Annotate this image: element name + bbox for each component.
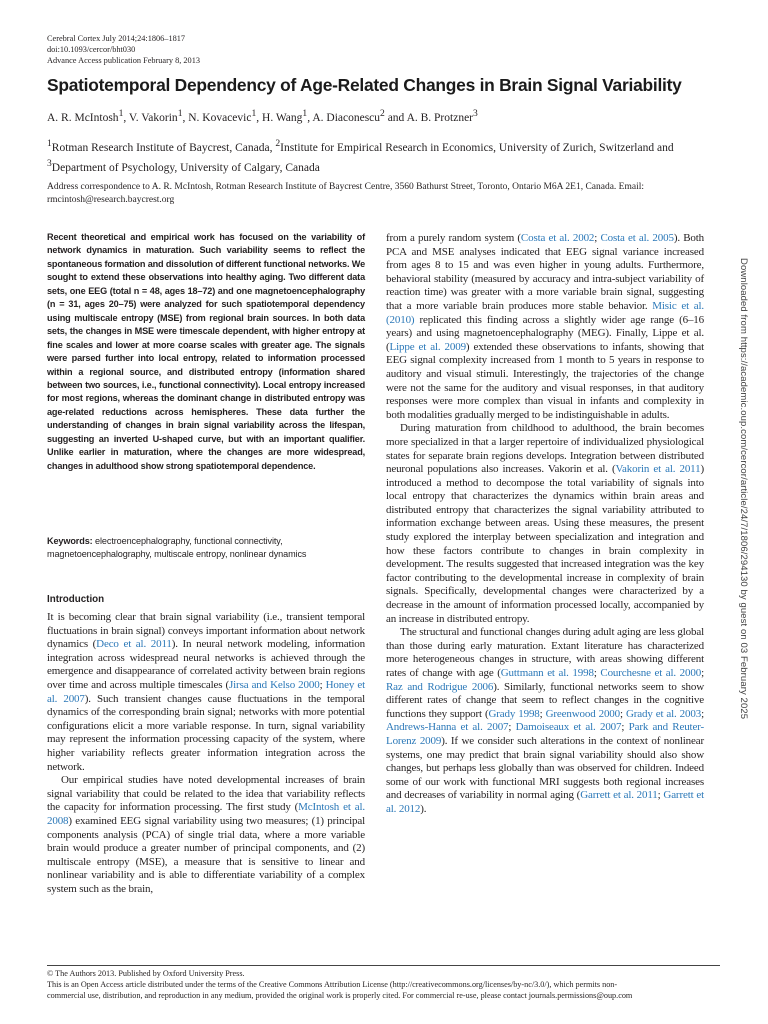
affil-1-text: Rotman Research Institute of Baycrest, Canada, (51, 141, 276, 154)
author-affiliation-number: 1 (177, 108, 183, 119)
citation-link[interactable]: Honey et al. 2007 (47, 678, 365, 705)
advance-access-date: Advance Access publication February 8, 2013 (47, 56, 200, 65)
citation-link[interactable]: Grady 1998 (488, 707, 540, 720)
citation-link[interactable]: Raz and Rodrigue 2006 (386, 680, 494, 693)
citation-link[interactable]: Park and Reuter-Lorenz 2009 (386, 721, 704, 747)
right-paragraph-3: The structural and functional changes during adult aging are less global than those during early maturation. Extant literature has characterized more heterogeneous changes in structure, with areas showing different rates of change with age (Guttmann et al. 1998; Courchesne et al. 2000; Raz and Rodrigue 2006). Similarly, functional networks seem to show different rates of change that seem to reflect changes in the cognitive functions they support (Grady 1998; Greenwood 2000; Grady et al. 2003; Andrews-Hanna et al. 2007; Damoiseaux et al. 2007; Park and Reuter-Lorenz 2009). If we consider such alterations in the context of nonlinear systems, one may predict that brain signal variability should also show changes, but perhaps less globally than was observed for children. Indeed some of our work with functional MRI suggests both regional increases and decreases of variability in normal aging (Garrett et al. 2011; Garrett et al. 2012). (386, 626, 704, 815)
affil-2-number: 2 (275, 138, 281, 149)
correspondence-address: Address correspondence to A. R. McIntosh, Rotman Research Institute of Baycrest Centre, 3560 Bathurst Street, Toronto, Ontario M6A 2E1, Canada. Email: rmcintosh@research.baycrest.org (47, 182, 645, 205)
author-name: A. B. Protzner (406, 111, 473, 124)
author-name: A. Diaconescu (312, 111, 381, 124)
citation-link[interactable]: Andrews-Hanna et al. 2007 (386, 721, 509, 734)
citation-link[interactable]: Courchesne et al. 2000 (600, 667, 702, 679)
citation-link[interactable]: Lippe et al. 2009 (389, 340, 466, 353)
right-paragraph-2: During maturation from childhood to adulthood, the brain becomes more specialized in that a larger repertoire of individualized physiological states for separate brain regions develops. Integration between distributed neuronal populations also increases. Vakorin et al. (Vakorin et al. 2011) introduced a method to decompose the total variability of signals into local entropy that characterizes the dynamics within brain areas and distributed entropy that characterizes the signal variability attributed to information exchange between areas. Using these measures, the present study explored the interplay between specialization and integration and how these factors contribute to changes in brain complexity in development. The results suggested that increased integration was the key factor contributing to the developmental increase in complexity of brain signals. Specifically, developmental changes were characterized by a decrease in the amount of information processed locally, accompanied by an increase in distributed entropy. (386, 422, 704, 625)
author-name: H. Wang (262, 111, 303, 124)
license-footer (47, 968, 737, 1001)
author-list: A. R. McIntosh$^1$, V. Vakorin$^1$, N. Kovacevic$^1$, H. Wang$^1$, A. Diaconescu$^2$ and A. B. Protzner$^3$ (47, 108, 478, 124)
article-title: Spatiotemporal Dependency of Age-Related Changes in Brain Signal Variability (47, 75, 682, 95)
copyright-line: © The Authors 2013. Published by Oxford University Press. (47, 969, 245, 978)
author-affiliation-number: 1 (251, 108, 257, 119)
affil-3-text: Department of Psychology, University of Calgary, Canada (51, 161, 320, 174)
author-affiliation-number: 2 (380, 108, 385, 119)
author-name: A. R. McIntosh (47, 111, 119, 124)
citation-link[interactable]: Jirsa and Kelso 2000 (229, 678, 320, 691)
citation-link[interactable]: Garrett et al. 2012 (386, 789, 704, 815)
license-line-2: commercial use, distribution, and reproduction in any medium, provided the original work is properly cited. For commercial re-use, please contact journals.permissions@oup.com (47, 991, 633, 1000)
citation-link[interactable]: Garrett et al. 2011 (580, 789, 658, 802)
author-name: N. Kovacevic (188, 111, 252, 124)
author-name: V. Vakorin (128, 111, 178, 124)
author-affiliation-number: 1 (118, 108, 124, 119)
citation-link[interactable]: McIntosh et al. 2008 (47, 801, 365, 827)
affil-3-number: 3 (47, 157, 52, 169)
author-affiliation-number: 3 (473, 108, 478, 119)
citation-link[interactable]: Costa et al. 2005 (600, 232, 674, 244)
keywords-label: Keywords: (47, 536, 93, 546)
citation-link[interactable]: Guttmann et al. 1998 (500, 667, 594, 679)
citation-link[interactable]: Damoiseaux et al. 2007 (515, 721, 622, 734)
affil-2-text: Institute for Empirical Research in Economics, University of Zurich, Switzerland and (280, 141, 674, 154)
journal-citation: Cerebral Cortex July 2014;24:1806–1817 (47, 34, 186, 43)
citation-link[interactable]: Deco et al. 2011 (96, 638, 172, 651)
author-affiliation-number: 1 (302, 108, 308, 119)
affil-1-number: 1 (47, 138, 52, 149)
keywords-text: electroencephalography, functional connectivity, magnetoencephalography, multiscale entropy, nonlinear dynamics (47, 536, 307, 559)
keywords (47, 535, 365, 560)
right-paragraph-1: from a purely random system (Costa et al. 2002; Costa et al. 2005). Both PCA and MSE analyses indicated that EEG signal variance increased from ages 8 to 15 and was even higher in young adults. Furthermore, behavioral stability (measured by accuracy and intra-subject variability of reaction time) was greater with a more variable brain signal, suggesting that a more variable brain produces more stable behavior. Misic et al. (2010) replicated this finding across a slightly wider age range (6–16 years) and using magnetoencephalography (MEG). Finally, Lippe et al. (Lippe et al. 2009) extended these observations to infants, showing that EEG signal complexity increased from 1 month to 5 years in response to auditory and visual stimuli. Interestingly, the trajectories of the change were not the same for the auditory and visual responses, in that auditory responses were more complex than visual in infants and complexity in both modalities gradually merged to be indistinguishable in adults. (386, 232, 704, 421)
citation-link[interactable]: Costa et al. 2002 (520, 232, 595, 244)
doi[interactable]: doi:10.1093/cercor/bht030 (47, 45, 136, 54)
footer-divider (47, 965, 720, 966)
right-column-body (386, 232, 704, 817)
journal-meta (47, 33, 200, 66)
left-column-body (47, 611, 365, 896)
download-watermark: Downloaded from https://academic.oup.com/cercor/article/24/7/1806/294130 by guest on 03 February 2025 (738, 258, 749, 720)
affiliations (47, 136, 727, 176)
citation-link[interactable]: Vakorin et al. 2011 (615, 463, 701, 476)
citation-link[interactable]: Misic et al. (2010) (386, 299, 704, 326)
citation-link[interactable]: Grady et al. 2003 (625, 707, 702, 720)
abstract: Recent theoretical and empirical work has focused on the variability of network dynamics in maturation. Such variability seems to reflect the spontaneous formation and dissolution of different functional networks. We sought to extend these observations into healthy aging. Two different data sets, one EEG (total n = 48, ages 18–72) and one magnetoencephalography (n = 31, ages 20–75) were analyzed for such spatiotemporal dependency using multiscale entropy (MSE) from regional brain sources. In both data sets, the changes in MSE were timescale dependent, with higher entropy at fine scales and lower at more coarse scales with greater age. The signals were parsed further into local entropy, related to information processed within a regional source, and distributed entropy (information shared between two sources, i.e., functional connectivity). Local entropy increased for most regions, whereas the dominant change in distributed entropy was age-related reductions across hemispheres. These data further the understanding of changes in brain signal variability across the lifespan, suggesting an inverted U-shaped curve, but with an important qualifier. Unlike earlier in maturation, where the changes are more widespread, changes in adulthood show strong spatiotemporal dependence. (47, 232, 365, 471)
intro-paragraph-1: It is becoming clear that brain signal variability (i.e., transient temporal fluctuations in brain signal) conveys important information about network dynamics (Deco et al. 2011). In neural network modeling, information integration across widespread neural networks is achieved through the emergence and disappearance of correlated activity between brain regions over time and across multiple timescales (Jirsa and Kelso 2000; Honey et al. 2007). Such transient changes cause fluctuations in the temporal dynamics of the corresponding brain signal; networks with more potential configurations elicit a more variable response. In turn, signal variability may represent the information processing capacity of the system, where higher variability reflects greater information integration across the network. (47, 611, 365, 773)
intro-paragraph-2: Our empirical studies have noted developmental increases of brain signal variability that could be related to the idea that variability reflects the capacity for information processing. The first study (McIntosh et al. 2008) examined EEG signal variability using two measures; (1) principal components analysis (PCA) of single trial data, where a more variable brain would produce a greater number of principal components, and (2) multiscale entropy (MSE), a measure that is sensitive to linear and nonlinear variability and is able to differentiate variability of a complex system such as the brain, (47, 774, 365, 895)
introduction-heading: Introduction (47, 594, 105, 605)
citation-link[interactable]: Greenwood 2000 (545, 707, 620, 720)
license-line-1: This is an Open Access article distributed under the terms of the Creative Commons Attribution License (http://creativecommons.org/licenses/by-nc/3.0/), which permits non- (47, 980, 618, 989)
